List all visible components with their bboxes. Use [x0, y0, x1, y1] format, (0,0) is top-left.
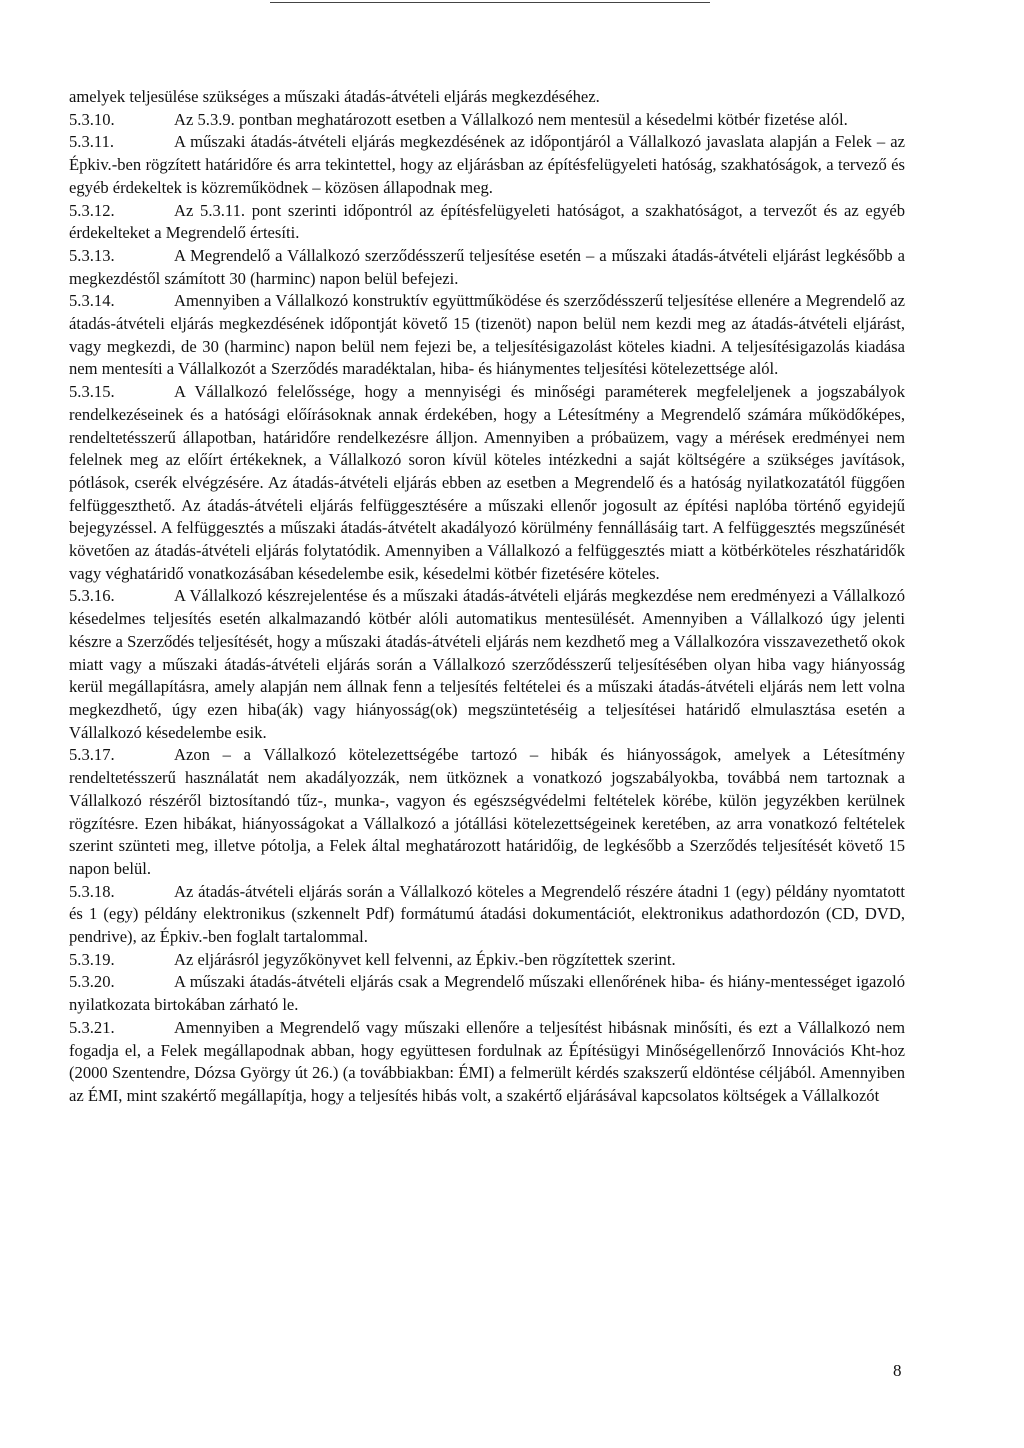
section-number: 5.3.11.	[69, 132, 115, 152]
paragraph-text: Amennyiben a Vállalkozó konstruktív együttműködése és szerződésszerű teljesítése ellenére a Megrendelő az átadás-átvételi eljárás megkezdésének időpontját követő 15 (tizenöt) napon belül nem kezdi meg az átadás-átvételi eljárást, vagy megkezdi, de 30 (harminc) napon belül nem fejezi be, a teljesítésigazolást köteles kiadni. A teljesítésigazolás kiadása nem mentesíti a Vállalkozót a Szerződés maradéktalan, hiba- és hiánymentes teljesítési kötelezettsége alól.	[69, 291, 905, 379]
paragraph	[69, 585, 905, 744]
section-number: 5.3.21.	[69, 1017, 115, 1037]
paragraph	[69, 949, 905, 972]
document-body	[69, 86, 905, 1108]
paragraph	[69, 245, 905, 290]
section-number: 5.3.18.	[69, 881, 115, 901]
paragraph-text: A műszaki átadás-átvételi eljárás csak a Megrendelő műszaki ellenőrének hiba- és hiány-mentességet igazoló nyilatkozata birtokában zárható le.	[69, 972, 905, 1015]
section-number: 5.3.20.	[69, 972, 115, 992]
paragraph	[69, 200, 905, 245]
paragraph	[69, 381, 905, 585]
section-number: 5.3.12.	[69, 200, 115, 220]
paragraph	[69, 86, 905, 109]
paragraph-text: Az átadás-átvételi eljárás során a Vállalkozó köteles a Megrendelő részére átadni 1 (egy) példány nyomtatott és 1 (egy) példány elektronikus (szkennelt Pdf) formátumú átadási dokumentációt, elektronikus adathordozón (CD, DVD, pendrive), az Épkiv.-ben foglalt tartalommal.	[69, 881, 905, 947]
paragraph	[69, 744, 905, 880]
paragraph	[69, 290, 905, 381]
section-number: 5.3.10.	[69, 109, 115, 129]
paragraph	[69, 131, 905, 199]
paragraph-text: A Vállalkozó készrejelentése és a műszaki átadás-átvételi eljárás megkezdése nem eredményezi a Vállalkozó késedelmes teljesítés esetén alkalmazandó kötbér alóli automatikus mentesülését. Amennyiben a Vállalkozó úgy jelenti készre a Szerződés teljesítését, hogy a műszaki átadás-átvételi eljárás nem kezdhető meg a Vállalkozóra visszavezethető okok miatt vagy a műszaki átadás-átvételi eljárás során a Vállalkozó szerződésszerű teljesítésében olyan hiba vagy hiányosság kerül megállapításra, amely alapján nem állnak fenn a teljesítés feltételei és a műszaki átadás-átvételi eljárás nem lett volna megkezdhető, úgy ezen hiba(ák) vagy hiányosság(ok) megszüntetéséig a teljesítései határidő elmulasztása esetén a Vállalkozó késedelembe esik.	[69, 586, 905, 742]
paragraph-text: Az 5.3.9. pontban meghatározott esetben a Vállalkozó nem mentesül a késedelmi kötbér fizetése alól.	[174, 109, 848, 129]
paragraph-text: Amennyiben a Megrendelő vagy műszaki ellenőre a teljesítést hibásnak minősíti, és ezt a Vállalkozó nem fogadja el, a Felek megállapodnak abban, hogy együttesen fordulnak az Építésügyi Minőségellenőrző Innovációs Kht-hoz (2000 Szentendre, Dózsa György út 26.) (a továbbiakban: ÉMI) a felmerült kérdés szakszerű eldöntése céljából. Amennyiben az ÉMI, mint szakértő megállapítja, hogy a teljesítés hibás volt, a szakértő eljárásával kapcsolatos költségek a Vállalkozót	[69, 1017, 905, 1105]
paragraph-text: A műszaki átadás-átvételi eljárás megkezdésének az időpontjáról a Vállalkozó javaslata alapján a Felek – az Épkiv.-ben rögzített határidőre és arra tekintettel, hogy az eljárásban az építésfelügyeleti hatóság, szakhatóságok, a tervező és egyéb érdekeltek is közreműködnek – közösen állapodnak meg.	[69, 132, 905, 197]
paragraph-text: Azon – a Vállalkozó kötelezettségébe tartozó – hibák és hiányosságok, amelyek a Létesítmény rendeltetésszerű használatát nem akadályozzák, nem ütköznek a vonatkozó jogszabályokba, továbbá nem tartoznak a Vállalkozó részéről biztosítandó tűz-, munka-, vagyon és egészségvédelmi feltételek körébe, külön jegyzékben kerülnek rögzítésre. Ezen hibákat, hiányosságokat a Vállalkozó a jótállási kötelezettségeinek keretében, az arra vonatkozó feltételek szerint szünteti meg, illetve pótolja, a Felek által meghatározott határidőig, de legkésőbb a Szerződés teljesítését követő 15 napon belül.	[69, 745, 905, 878]
page-number: 8	[893, 1361, 902, 1380]
section-number: 5.3.14.	[69, 291, 115, 311]
paragraph-text: amelyek teljesülése szükséges a műszaki átadás-átvételi eljárás megkezdéséhez.	[69, 87, 600, 106]
paragraph-text: Az eljárásról jegyzőkönyvet kell felvenni, az Épkiv.-ben rögzítettek szerint.	[174, 949, 676, 969]
paragraph	[69, 109, 905, 132]
section-number: 5.3.17.	[69, 745, 115, 765]
paragraph	[69, 881, 905, 949]
top-scan-line	[270, 2, 710, 3]
section-number: 5.3.19.	[69, 949, 115, 969]
paragraph-text: Az 5.3.11. pont szerinti időpontról az építésfelügyeleti hatóságot, a szakhatóságot, a tervezőt és az egyéb érdekelteket a Megrendelő értesíti.	[69, 200, 905, 243]
section-number: 5.3.15.	[69, 382, 115, 402]
paragraph-text: A Megrendelő a Vállalkozó szerződésszerű teljesítése esetén – a műszaki átadás-átvételi eljárást legkésőbb a megkezdéstől számított 30 (harminc) napon belül befejezi.	[69, 245, 905, 288]
paragraph-text: A Vállalkozó felelőssége, hogy a mennyiségi és minőségi paraméterek megfeleljenek a jogszabályok rendelkezéseinek és a hatósági előírásoknak annak érdekében, hogy a Létesítmény a Megrendelő számára működőképes, rendeltetésszerű állapotban, határidőre rendelkezésre álljon. Amennyiben a próbaüzem, vagy a mérések eredményei nem felelnek meg az előírt értékeknek, a Vállalkozó soron kívül köteles intézkedni a saját költségére a szükséges javítások, pótlások, cserék elvégzésére. Az átadás-átvételi eljárás ebben az esetben a Megrendelő és a hatóság nyilatkozatától függően felfüggeszthető. Az átadás-átvételi eljárás felfüggesztésére a műszaki ellenőr jogosult az építési naplóba történő egyidejű bejegyzéssel. A felfüggesztés a műszaki átadás-átvételt akadályozó körülmény fennállásáig tart. A felfüggesztés megszűnését követően az átadás-átvételi eljárás folytatódik. Amennyiben a Vállalkozó a felfüggesztés miatt a kötbérköteles részhatáridők vagy véghatáridő vonatkozásában késedelembe esik, késedelmi kötbér fizetésére köteles.	[69, 382, 905, 583]
paragraph	[69, 1017, 905, 1108]
section-number: 5.3.13.	[69, 245, 115, 265]
section-number: 5.3.16.	[69, 586, 115, 606]
paragraph	[69, 971, 905, 1016]
